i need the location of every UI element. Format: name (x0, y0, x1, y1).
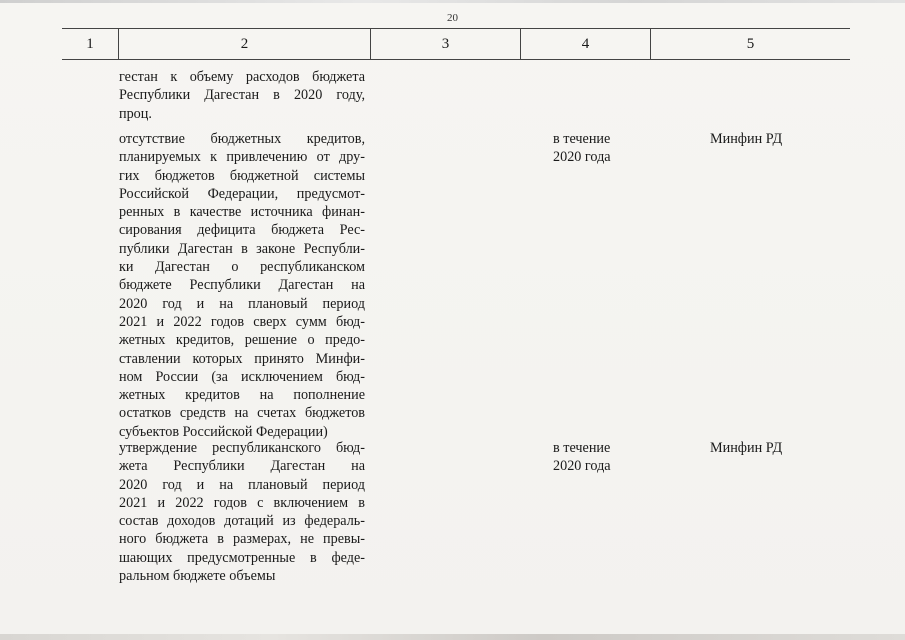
text-line: остатков средств на счетах бюджетов (119, 405, 365, 422)
text-line: проц. (119, 105, 152, 122)
page-number: 20 (447, 12, 458, 24)
text-line: бюджете Республики Дагестан на (119, 277, 365, 294)
text-line: 2020 года (553, 458, 611, 475)
text-line: публики Дагестан в законе Республи- (119, 240, 365, 257)
scan-edge-bottom (0, 634, 905, 640)
text-line: жета Республики Дагестан на (119, 458, 365, 475)
row-3-responsible: Минфин РД (710, 440, 783, 456)
row-2-deadline (553, 130, 663, 167)
text-line: ном России (за исключением бюд- (119, 368, 365, 385)
text-line: жетных кредитов, решение о предо- (119, 332, 365, 349)
text-line: ного бюджета в размерах, не превы- (119, 531, 365, 548)
text-line: сирования дефицита бюджета Рес- (119, 222, 365, 239)
text-line: 2020 года (553, 149, 611, 166)
text-line: 2021 и 2022 годов с включением в (119, 494, 365, 511)
header-col-2: 2 (118, 29, 370, 59)
header-col-4: 4 (520, 29, 650, 59)
text-line: в течение (553, 131, 611, 147)
header-col-5: 5 (650, 29, 850, 59)
text-line: утверждение республиканского бюд- (119, 440, 365, 456)
text-line: 2020 год и на плановый период (119, 295, 365, 312)
text-line: Российской Федерации, предусмот- (119, 185, 365, 202)
text-line: ральном бюджете объемы (119, 568, 276, 585)
row-3-deadline (553, 439, 663, 476)
text-line: 2020 год и на плановый период (119, 476, 365, 493)
row-3-description (119, 439, 365, 585)
text-line: в течение (553, 440, 611, 456)
scan-edge-top (0, 0, 905, 3)
text-line: 2021 и 2022 годов сверх сумм бюд- (119, 313, 365, 330)
header-col-1: 1 (86, 35, 94, 52)
text-line: гих бюджетов бюджетной системы (119, 167, 365, 184)
table-header-row (62, 28, 850, 60)
text-line: ставлении которых принято Минфи- (119, 350, 365, 367)
text-line: состав доходов дотаций из федераль- (119, 513, 365, 530)
header-col-3: 3 (370, 29, 520, 59)
text-line: Республики Дагестан в 2020 году, (119, 87, 365, 104)
text-line: жетных кредитов на пополнение (119, 387, 365, 404)
text-line: отсутствие бюджетных кредитов, (119, 131, 365, 147)
text-line: шающих предусмотренные в феде- (119, 549, 365, 566)
text-line: ренных в качестве источника финан- (119, 204, 365, 221)
row-2-description (119, 130, 365, 441)
text-line: гестан к объему расходов бюджета (119, 69, 365, 85)
text-line: ки Дагестан о республиканском (119, 259, 365, 276)
row-1-description (119, 68, 365, 123)
text-line: субъектов Российской Федерации) (119, 423, 328, 440)
row-2-responsible: Минфин РД (710, 131, 783, 147)
text-line: планируемых к привлечению от дру- (119, 149, 365, 166)
